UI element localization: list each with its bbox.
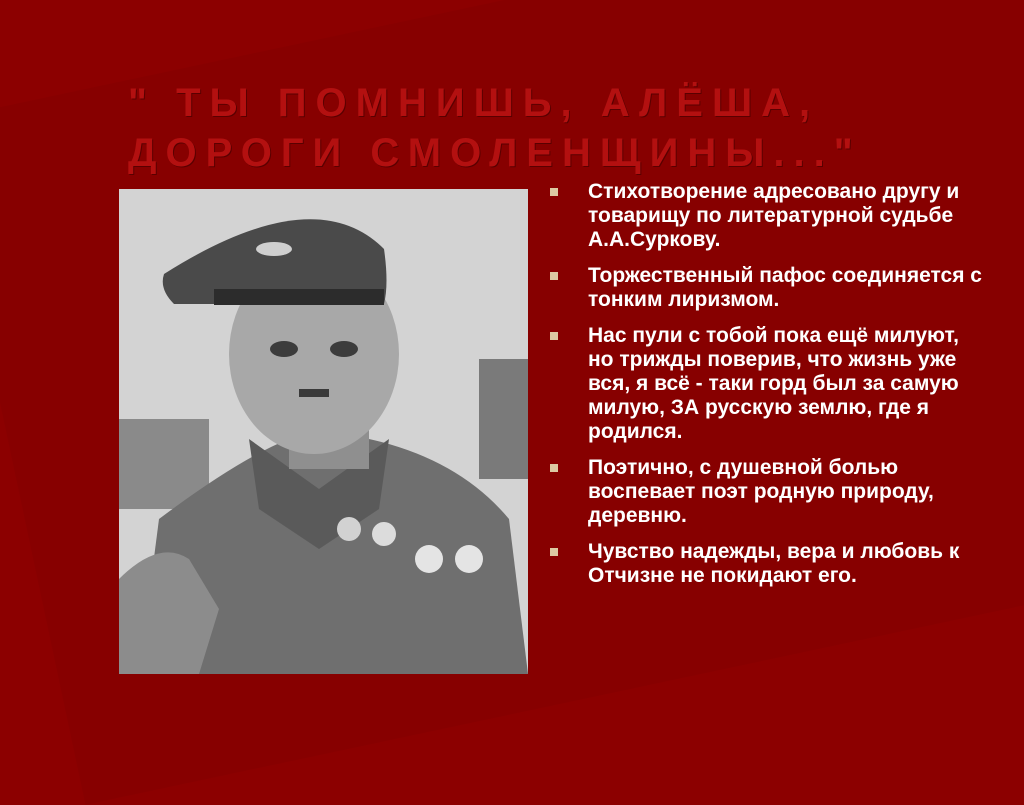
bullet-item bbox=[548, 180, 988, 252]
slide-title bbox=[128, 78, 988, 178]
title-line-1: " ТЫ ПОМНИШЬ, АЛЁША, bbox=[128, 81, 820, 125]
title-line-2: ДОРОГИ СМОЛЕНЩИНЫ..." bbox=[128, 131, 862, 175]
bullet-item bbox=[548, 264, 988, 312]
bullet-square-icon bbox=[550, 464, 558, 472]
bullet-text: Стихотворение адресовано другу и товарищу по литературной судьбе А.А.Суркову. bbox=[588, 180, 960, 251]
bullet-item bbox=[548, 324, 988, 444]
bullet-text: Поэтично, с душевной болью воспевает поэт родную природу, деревню. bbox=[588, 456, 934, 527]
bullet-square-icon bbox=[550, 272, 558, 280]
bullet-list bbox=[548, 180, 988, 600]
bullet-square-icon bbox=[550, 548, 558, 556]
bullet-text: Чувство надежды, вера и любовь к Отчизне не покидают его. bbox=[588, 540, 960, 587]
portrait-photo bbox=[119, 189, 528, 674]
portrait-illustration bbox=[119, 189, 528, 674]
bullet-item bbox=[548, 540, 988, 588]
bullet-square-icon bbox=[550, 332, 558, 340]
bullet-text: Нас пули с тобой пока ещё милуют, но трижды поверив, что жизнь уже вся, я всё - таки горд был за самую милую, ЗА русскую землю, где я родился. bbox=[588, 324, 960, 443]
bullet-item bbox=[548, 456, 988, 528]
bullet-text: Торжественный пафос соединяется с тонким лиризмом. bbox=[588, 264, 982, 311]
bullet-square-icon bbox=[550, 188, 558, 196]
